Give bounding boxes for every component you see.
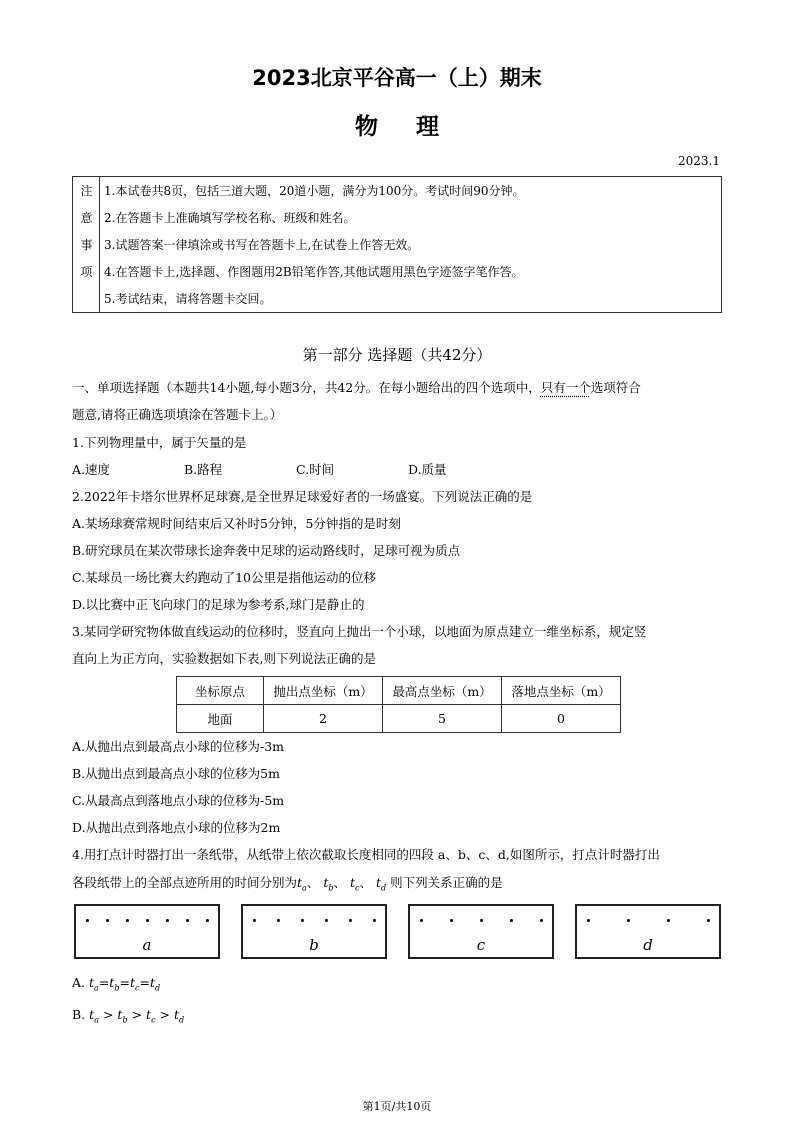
table-header-cell: 坐标原点 <box>177 677 264 705</box>
tape-dot <box>540 919 543 922</box>
time-symbol: t <box>129 975 135 990</box>
tape-dot <box>587 919 590 922</box>
table-cell: 地面 <box>177 705 264 733</box>
q4-stem-line-1: 4.用打点计时器打出一条纸带，从纸带上依次截取长度相同的四段 a、b、c、d,如图所示，打点计时器打出 <box>72 847 660 862</box>
time-subscript: b <box>122 1015 128 1025</box>
greater-than-sign: > <box>102 1007 114 1022</box>
page-footer: 第1页/共10页 <box>362 1100 432 1113</box>
instructions-text: 选项符合 <box>590 380 641 395</box>
tape-dot <box>450 919 453 922</box>
q3-option-b: B.从抛出点到最高点小球的位移为5m <box>72 766 280 781</box>
tape-label: d <box>643 936 653 954</box>
table-cell: 5 <box>383 705 502 733</box>
notice-box <box>72 176 722 313</box>
q3-option-d: D.从抛出点到落地点小球的位移为2m <box>72 820 281 835</box>
tape-dot <box>253 919 256 922</box>
paper-tape-c <box>408 904 554 959</box>
q2-option-b: B.研究球员在某次带球长途奔袭中足球的运动路线时，足球可视为质点 <box>72 543 461 558</box>
paper-tape-b <box>241 904 387 959</box>
tape-dot <box>627 919 630 922</box>
option-prefix: B. <box>72 1007 86 1022</box>
tape-dot <box>667 919 670 922</box>
q3-stem-line-1: 3.某同学研究物体做直线运动的位移时，竖直向上抛出一个小球，以地面为原点建立一维坐标系，规定竖 <box>72 624 647 639</box>
tape-dot <box>166 919 169 922</box>
time-subscript: c <box>134 983 140 993</box>
notice-item: 4.在答题卡上,选择题、作图题用2B铅笔作答,其他试题用黑色字迹签字笔作答。 <box>104 265 524 279</box>
table-header-row <box>177 677 621 705</box>
tape-dot <box>420 919 423 922</box>
time-symbol: t <box>146 1007 152 1022</box>
tape-dot <box>186 919 189 922</box>
q3-option-a: A.从抛出点到最高点小球的位移为-3m <box>72 739 285 754</box>
notice-side-char: 项 <box>80 265 93 279</box>
time-symbol: t <box>149 975 155 990</box>
time-symbol: t <box>109 975 115 990</box>
table-header-cell: 抛出点坐标（m） <box>264 677 383 705</box>
tape-dot <box>206 919 209 922</box>
notice-side-label <box>73 177 100 312</box>
instructions-line-1 <box>72 378 641 396</box>
q1-option-d: D.质量 <box>408 462 447 477</box>
q4-option-a <box>72 975 160 993</box>
tape-dot <box>373 919 376 922</box>
time-subscript: a <box>302 883 307 893</box>
table-cell: 0 <box>502 705 621 733</box>
equals-sign: = <box>98 975 110 990</box>
notice-item: 2.在答题卡上准确填写学校名称、班级和姓名。 <box>104 211 356 225</box>
tape-dot <box>277 919 280 922</box>
time-symbol: t <box>174 1007 180 1022</box>
time-symbol: t <box>117 1007 123 1022</box>
q4-stem-text: 则下列关系正确的是 <box>390 875 503 890</box>
time-subscript: b <box>114 983 120 993</box>
q1-stem: 1.下列物理量中，属于矢量的是 <box>72 435 247 450</box>
time-symbol: t <box>323 875 329 890</box>
tape-dot <box>301 919 304 922</box>
tape-dot <box>86 919 89 922</box>
tape-dot <box>510 919 513 922</box>
time-symbol: t <box>375 875 381 890</box>
tape-dot <box>480 919 483 922</box>
subject-title: 物理 <box>355 114 477 140</box>
q3-option-c: C.从最高点到落地点小球的位移为-5m <box>72 793 285 808</box>
time-subscript: a <box>94 983 99 993</box>
table-header-cell: 落地点坐标（m） <box>502 677 621 705</box>
q4-option-b <box>72 1007 184 1025</box>
q3-stem-line-2: 直向上为正方向，实验数据如下表,则下列说法正确的是 <box>72 651 376 666</box>
time-subscript: a <box>94 1015 99 1025</box>
notice-item: 1.本试卷共8页，包括三道大题，20道小题，满分为100分。考试时间90分钟。 <box>104 184 525 198</box>
time-subscript: b <box>328 883 334 893</box>
table-cell: 2 <box>264 705 383 733</box>
option-prefix: A. <box>72 975 86 990</box>
time-symbol: t <box>349 875 355 890</box>
q4-stem-line-2: 各段纸带上的全部点迹所用的时间分别为$t_a$、 $t_b$、 $t_c$、 $t_d$ 则下列关系正确的是 <box>72 875 503 893</box>
tape-dot <box>146 919 149 922</box>
time-subscript: c <box>354 883 360 893</box>
exam-title: 2023北京平谷高一（上）期末 <box>252 66 542 90</box>
equals-sign: = <box>119 975 130 990</box>
tape-label: c <box>476 936 486 954</box>
q2-option-d: D.以比赛中正飞向球门的足球为参考系,球门是静止的 <box>72 597 365 612</box>
time-subscript: d <box>179 1015 185 1025</box>
tape-dot <box>325 919 328 922</box>
section-title: 第一部分 选择题（共42分） <box>302 346 492 364</box>
q4-stem-text: 各段纸带上的全部点迹所用的时间分别为 <box>72 875 298 890</box>
notice-side-char: 注 <box>80 184 93 198</box>
tape-dot <box>707 919 710 922</box>
time-symbol: t <box>89 1007 95 1022</box>
q2-stem: 2.2022年卡塔尔世界杯足球赛,是全世界足球爱好者的一场盛宴。下列说法正确的是 <box>72 489 533 504</box>
q2-option-c: C.某球员一场比赛大约跑动了10公里是指他运动的位移 <box>72 570 376 585</box>
table-row <box>177 705 621 733</box>
time-subscript: d <box>154 983 161 993</box>
notice-item: 3.试题答案一律填涂或书写在答题卡上,在试卷上作答无效。 <box>104 238 420 252</box>
tape-dot <box>126 919 129 922</box>
emphasis-text: 只有一个 <box>540 380 591 395</box>
exam-date: 2023.1 <box>678 154 720 168</box>
time-subscript: d <box>380 883 387 893</box>
instructions-text: 一、单项选择题（本题共14小题,每小题3分，共42分。在每小题给出的四个选项中， <box>72 380 541 395</box>
notice-side-char: 事 <box>80 238 93 252</box>
table-header-cell: 最高点坐标（m） <box>383 677 502 705</box>
q1-option-a: A.速度 <box>72 462 111 477</box>
tape-label: b <box>309 936 319 954</box>
tape-label: a <box>142 936 152 954</box>
notice-item: 5.考试结束，请将答题卡交回。 <box>104 292 272 306</box>
greater-than-sign: > <box>159 1007 171 1022</box>
q2-option-a: A.某场球赛常规时间结束后又补时5分钟，5分钟指的是时刻 <box>72 516 401 531</box>
time-subscript: c <box>151 1015 156 1025</box>
tape-dot <box>349 919 352 922</box>
time-symbol: t <box>297 875 303 890</box>
greater-than-sign: > <box>131 1007 143 1022</box>
notice-side-char: 意 <box>80 211 93 225</box>
instructions-line-2: 题意,请将正确选项填涂在答题卡上。） <box>72 407 283 422</box>
q3-data-table <box>176 676 621 733</box>
paper-tape-d <box>575 904 721 959</box>
tape-dot <box>106 919 109 922</box>
q1-option-b: B.路程 <box>184 462 223 477</box>
q1-option-c: C.时间 <box>296 462 335 477</box>
time-symbol: t <box>89 975 95 990</box>
paper-tape-a <box>74 904 220 959</box>
equals-sign: = <box>139 975 150 990</box>
